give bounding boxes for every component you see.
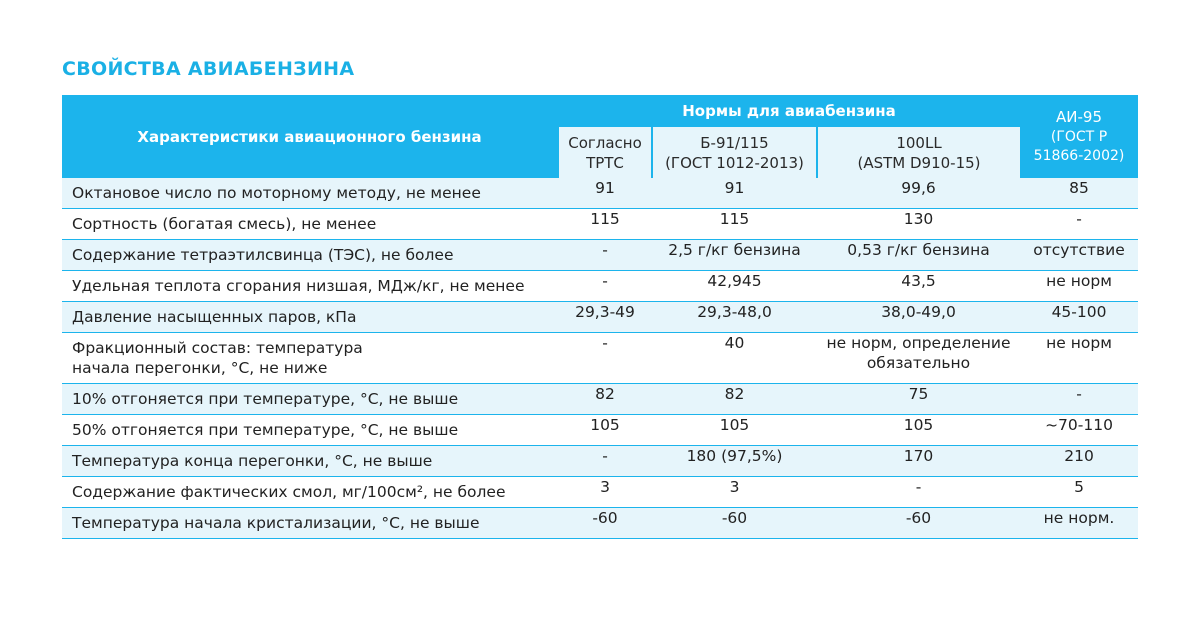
cell-ai95: 45-100 [1020, 302, 1138, 333]
header-100ll-line1: 100LL [896, 133, 942, 152]
table-row [62, 415, 1138, 446]
cell-characteristic-line: 50% отгоняется при температуре, °С, не выше [72, 421, 459, 439]
cell-b91: -60 [652, 508, 817, 539]
table-row [62, 508, 1138, 539]
cell-characteristic [62, 178, 558, 209]
cell-trts: 29,3-49 [558, 302, 652, 333]
cell-b91: 105 [652, 415, 817, 446]
cell-100ll [817, 302, 1020, 333]
cell-ai95: не норм [1020, 333, 1138, 384]
header-norms: Нормы для авиабензина [558, 95, 1020, 127]
cell-100ll [817, 477, 1020, 508]
header-ai95-line3: 51866-2002) [1033, 147, 1125, 164]
header-ai95-line1: АИ-95 [1056, 107, 1102, 126]
header-100ll-line2: (ASTM D910-15) [857, 153, 981, 172]
cell-b91: 82 [652, 384, 817, 415]
cell-characteristic [62, 508, 558, 539]
table-row [62, 446, 1138, 477]
cell-characteristic-line: 10% отгоняется при температуре, °С, не выше [72, 390, 459, 408]
header-ai95 [1020, 95, 1138, 178]
cell-100ll-line: 43,5 [901, 272, 936, 290]
cell-100ll-line: 170 [903, 447, 934, 465]
cell-ai95: - [1020, 209, 1138, 240]
cell-100ll [817, 240, 1020, 271]
cell-100ll [817, 384, 1020, 415]
cell-b91: 42,945 [652, 271, 817, 302]
header-trts-line1: Согласно [568, 133, 642, 152]
cell-characteristic [62, 271, 558, 302]
cell-100ll-line: -60 [905, 509, 932, 527]
cell-characteristic-line: Содержание тетраэтилсвинца (ТЭС), не более [72, 246, 454, 264]
table-row [62, 271, 1138, 302]
table-row [62, 240, 1138, 271]
cell-100ll [817, 333, 1020, 384]
cell-100ll-line: обязательно [866, 354, 971, 372]
cell-100ll-line: 0,53 г/кг бензина [847, 241, 990, 259]
cell-characteristic [62, 333, 558, 384]
cell-trts: - [558, 271, 652, 302]
cell-100ll [817, 415, 1020, 446]
cell-trts: 91 [558, 178, 652, 209]
cell-ai95: ~70-110 [1020, 415, 1138, 446]
cell-characteristic-line: Температура начала кристализации, °С, не выше [72, 514, 480, 532]
header-b91-line1: Б-91/115 [700, 133, 769, 152]
table-header [62, 95, 1138, 178]
cell-b91: 115 [652, 209, 817, 240]
cell-characteristic-line: Фракционный состав: температура [72, 339, 363, 357]
table-row [62, 384, 1138, 415]
cell-characteristic-line: Содержание фактических смол, мг/100см², не более [72, 483, 506, 501]
cell-characteristic [62, 302, 558, 333]
cell-100ll-line: 99,6 [901, 179, 936, 197]
table-row [62, 209, 1138, 240]
header-trts-line2: ТРТС [586, 153, 624, 172]
cell-100ll [817, 271, 1020, 302]
cell-b91: 91 [652, 178, 817, 209]
cell-100ll [817, 178, 1020, 209]
header-ai95-line2: (ГОСТ Р [1050, 128, 1108, 145]
cell-100ll [817, 209, 1020, 240]
cell-ai95: отсутствие [1020, 240, 1138, 271]
cell-100ll-line: не норм, определение [826, 334, 1011, 352]
cell-characteristic-line: начала перегонки, °С, не ниже [72, 359, 328, 377]
cell-characteristic-line: Удельная теплота сгорания низшая, МДж/кг, не менее [72, 277, 525, 295]
cell-trts: 3 [558, 477, 652, 508]
cell-ai95: 5 [1020, 477, 1138, 508]
header-characteristics: Характеристики авиационного бензина [62, 95, 558, 178]
page-title: СВОЙСТВА АВИАБЕНЗИНА [62, 58, 355, 80]
cell-trts: 115 [558, 209, 652, 240]
table-row [62, 178, 1138, 209]
cell-b91: 29,3-48,0 [652, 302, 817, 333]
cell-ai95: 210 [1020, 446, 1138, 477]
cell-trts: - [558, 240, 652, 271]
cell-trts: 82 [558, 384, 652, 415]
cell-characteristic [62, 446, 558, 477]
cell-characteristic-line: Температура конца перегонки, °С, не выше [72, 452, 433, 470]
cell-characteristic-line: Октановое число по моторному методу, не менее [72, 184, 481, 202]
cell-100ll [817, 446, 1020, 477]
cell-ai95: не норм [1020, 271, 1138, 302]
cell-ai95: - [1020, 384, 1138, 415]
cell-trts: - [558, 333, 652, 384]
cell-ai95: 85 [1020, 178, 1138, 209]
table-row [62, 302, 1138, 333]
cell-characteristic [62, 209, 558, 240]
cell-100ll-line: 38,0-49,0 [881, 303, 956, 321]
cell-b91: 2,5 г/кг бензина [652, 240, 817, 271]
cell-trts: 105 [558, 415, 652, 446]
header-b91-line2: (ГОСТ 1012-2013) [665, 153, 804, 172]
cell-characteristic [62, 240, 558, 271]
cell-100ll-line: 130 [903, 210, 934, 228]
cell-b91: 40 [652, 333, 817, 384]
table-row [62, 477, 1138, 508]
header-trts [558, 127, 652, 178]
cell-100ll [817, 508, 1020, 539]
header-100ll [817, 127, 1020, 178]
cell-characteristic-line: Сортность (богатая смесь), не менее [72, 215, 377, 233]
table-row [62, 333, 1138, 384]
cell-characteristic-line: Давление насыщенных паров, кПа [72, 308, 357, 326]
cell-characteristic [62, 384, 558, 415]
cell-ai95: не норм. [1020, 508, 1138, 539]
cell-b91: 3 [652, 477, 817, 508]
cell-trts: - [558, 446, 652, 477]
cell-characteristic [62, 477, 558, 508]
cell-characteristic [62, 415, 558, 446]
properties-table [62, 95, 1138, 539]
cell-100ll-line: 105 [903, 416, 934, 434]
cell-trts: -60 [558, 508, 652, 539]
header-b91 [652, 127, 817, 178]
cell-100ll-line: 75 [908, 385, 929, 403]
cell-100ll-line: - [915, 478, 922, 496]
table-body [62, 178, 1138, 539]
cell-b91: 180 (97,5%) [652, 446, 817, 477]
